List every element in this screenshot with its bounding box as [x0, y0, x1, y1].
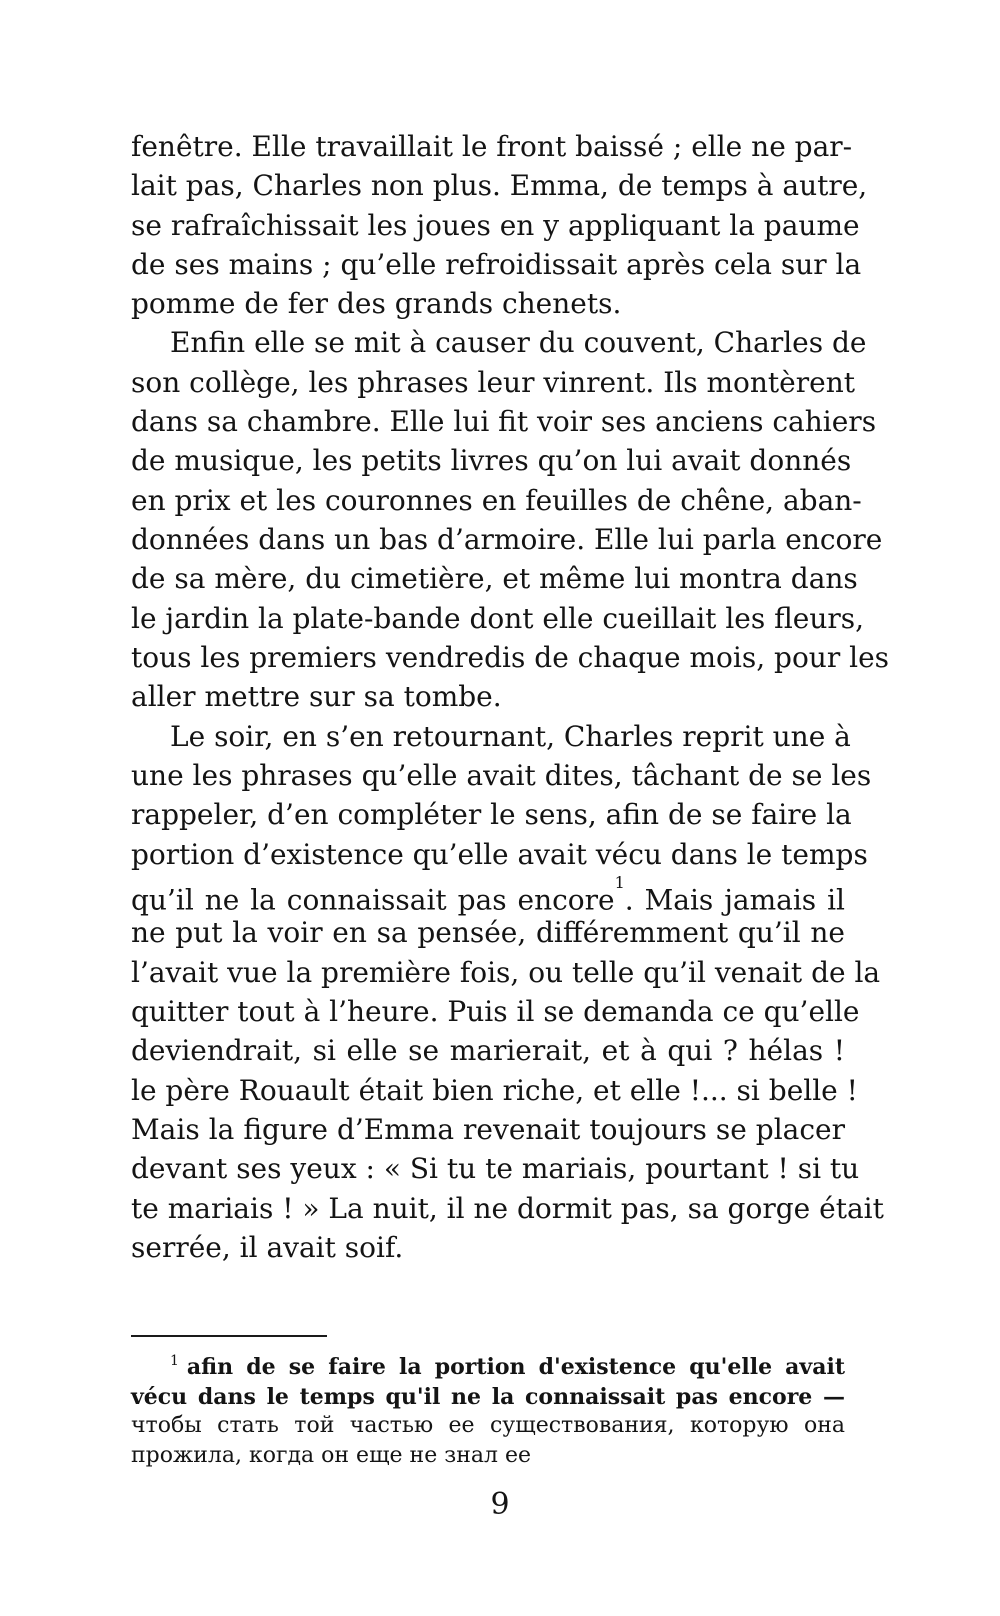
footnote-source-text: vécu dans le temps qu'il ne la connaissait pas encore —: [131, 1384, 845, 1410]
text-line: devant ses yeux : « Si tu te mariais, pourtant ! si tu: [131, 1152, 860, 1185]
text-fragment: qu’il ne la connaissait pas encore: [131, 883, 615, 917]
text-line: serrée, il avait soif.: [131, 1231, 404, 1264]
text-line: pomme de fer des grands chenets.: [131, 287, 622, 320]
text-line: deviendrait, si elle se marierait, et à qui ? hélas !: [131, 1034, 845, 1067]
text-line: son collège, les phrases leur vinrent. Ils montèrent: [131, 366, 855, 399]
text-line: dans sa chambre. Elle lui fit voir ses anciens cahiers: [131, 405, 877, 438]
text-line: aller mettre sur sa tombe.: [131, 680, 502, 713]
text-line-with-footnote: [131, 873, 845, 917]
footnote-divider: [131, 1335, 327, 1337]
footnote-translation: прожила, когда он еще не знал ее: [131, 1443, 531, 1468]
footnote-line: [131, 1382, 845, 1412]
text-line: ne put la voir en sa pensée, différemment qu’il ne: [131, 916, 845, 949]
footnote-mark: 1: [170, 1353, 179, 1369]
text-line: données dans un bas d’armoire. Elle lui parla encore: [131, 523, 883, 556]
text-line: l’avait vue la première fois, ou telle qu’il venait de la: [131, 956, 881, 989]
text-line: te mariais ! » La nuit, il ne dormit pas, sa gorge était: [131, 1192, 884, 1225]
text-fragment: . Mais jamais il: [624, 883, 845, 917]
paragraph-first-line: Le soir, en s’en retournant, Charles reprit une à: [170, 720, 851, 753]
text-line: quitter tout à l’heure. Puis il se demanda ce qu’elle: [131, 995, 860, 1028]
text-line: fenêtre. Elle travaillait le front baissé ; elle ne par-: [131, 130, 853, 163]
footnote-reference[interactable]: 1: [614, 873, 625, 892]
text-line: de ses mains ; qu’elle refroidissait après cela sur la: [131, 248, 862, 281]
text-line: de sa mère, du cimetière, et même lui montra dans: [131, 562, 858, 595]
text-line: le jardin la plate-bande dont elle cueillait les fleurs,: [131, 602, 865, 635]
text-line: rappeler, d’en compléter le sens, afin de se faire la: [131, 798, 852, 831]
text-line: se rafraîchissait les joues en y appliquant la paume: [131, 209, 860, 242]
paragraph-first-line: Enfin elle se mit à causer du couvent, Charles de: [170, 326, 867, 359]
text-line: portion d’existence qu’elle avait vécu dans le temps: [131, 838, 868, 871]
text-line: de musique, les petits livres qu’on lui avait donnés: [131, 444, 852, 477]
text-line: le père Rouault était bien riche, et elle !... si belle !: [131, 1074, 858, 1107]
page-number: 9: [490, 1487, 510, 1522]
footnote-source-text: afin de se faire la portion d'existence qu'elle avait: [186, 1354, 845, 1380]
text-line: en prix et les couronnes en feuilles de chêne, aban-: [131, 484, 862, 517]
text-line: Mais la figure d’Emma revenait toujours se placer: [131, 1113, 845, 1146]
footnote-translation: чтобы стать той частью ее существования, которую она: [131, 1413, 845, 1438]
text-line: une les phrases qu’elle avait dites, tâchant de se les: [131, 759, 872, 792]
text-line: tous les premiers vendredis de chaque mois, pour les: [131, 641, 890, 674]
text-line: lait pas, Charles non plus. Emma, de temps à autre,: [131, 169, 868, 202]
footnote-line: [170, 1352, 845, 1382]
